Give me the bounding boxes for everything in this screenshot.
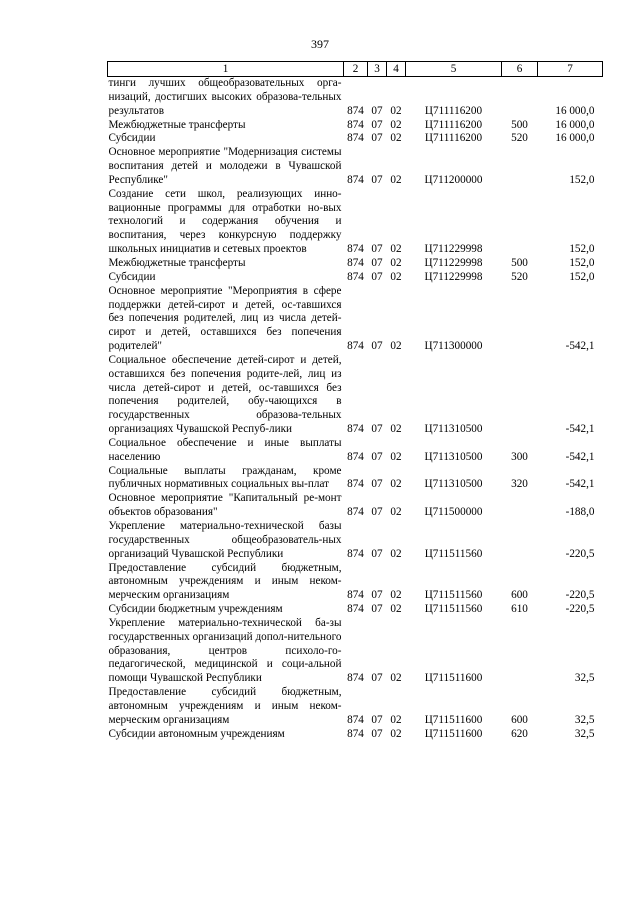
row-target-article: Ц711511600 [424,672,483,685]
table-row [108,617,603,686]
row-subsection-code: 02 [390,589,402,602]
row-ministry-code: 874 [347,173,364,186]
row-subsection-code: 02 [390,270,402,283]
header-col-2: 2 [344,62,368,77]
row-description: Социальное обеспечение и иные выплаты населению [108,436,342,463]
row-amount: 152,0 [569,256,595,269]
table-row [108,354,603,437]
row-subsection-code: 02 [390,713,402,726]
row-amount: -220,5 [565,589,595,602]
row-target-article: Ц711229998 [424,270,483,283]
row-expense-type: 620 [511,727,528,740]
row-expense-type [502,492,538,520]
row-amount: 16 000,0 [555,132,595,145]
row-section-code: 07 [371,450,383,463]
row-target-article: Ц711511560 [424,603,483,616]
row-ministry-code: 874 [347,506,364,519]
table-row [108,271,603,285]
row-description: Социальные выплаты гражданам, кроме публичных нормативных социальных вы-плат [108,464,342,491]
page-number: 397 [311,37,329,51]
row-description: Основное мероприятие "Капитальный ре-монт объектов образования" [108,492,342,519]
table-row [108,562,603,604]
row-target-article: Ц711310500 [424,450,483,463]
row-subsection-code: 02 [390,672,402,685]
row-expense-type [502,146,538,188]
row-expense-type: 610 [511,603,528,616]
row-subsection-code: 02 [390,506,402,519]
row-description: Укрепление материально-технической ба-зы государственных организаций допол-нительного образования, центров психоло-го-педагогической, медицинской и соци-альной помощи Чувашской Республики [108,616,342,685]
row-target-article: Ц711116200 [424,118,483,131]
row-section-code: 07 [371,713,383,726]
row-expense-type: 500 [511,118,528,131]
row-ministry-code: 874 [347,256,364,269]
row-section-code: 07 [371,672,383,685]
row-section-code: 07 [371,243,383,256]
table-row [108,188,603,257]
row-description: Межбюджетные трансферты [108,256,246,269]
row-ministry-code: 874 [347,243,364,256]
row-ministry-code: 874 [347,713,364,726]
table-row [108,686,603,728]
row-amount: -542,1 [565,340,595,353]
row-section-code: 07 [371,270,383,283]
row-expense-type: 520 [511,270,528,283]
row-description: Укрепление материально-технической базы государственных общеобразователь-ных организаций Чувашской Республики [108,520,342,560]
row-ministry-code: 874 [347,450,364,463]
row-expense-type [502,188,538,257]
row-target-article: Ц711511560 [424,589,483,602]
table-row [108,257,603,271]
header-col-3: 3 [368,62,387,77]
row-subsection-code: 02 [390,173,402,186]
row-description: Социальное обеспечение детей-сирот и детей, оставшихся без попечения родите-лей, лиц из числа детей-сирот и детей, ос-тавшихся без попечения родителей, обу-чающихся в государственных образова-тельных организациях Чувашской Респуб-лики [108,353,342,436]
header-col-4: 4 [387,62,406,77]
row-subsection-code: 02 [390,450,402,463]
row-subsection-code: 02 [390,340,402,353]
row-subsection-code: 02 [390,423,402,436]
row-amount: 16 000,0 [555,118,595,131]
row-amount: 32,5 [574,713,595,726]
row-subsection-code: 02 [390,547,402,560]
row-description: Субсидии [108,270,156,283]
row-description: Предоставление субсидий бюджетным, автономным учреждениям и иным неком-мерческим организациям [108,561,342,602]
row-amount: -542,1 [565,423,595,436]
row-target-article: Ц711116200 [424,132,483,145]
row-target-article: Ц711116200 [424,104,483,117]
row-ministry-code: 874 [347,270,364,283]
row-section-code: 07 [371,256,383,269]
row-subsection-code: 02 [390,132,402,145]
header-col-1: 1 [108,62,344,77]
row-ministry-code: 874 [347,547,364,560]
header-col-6: 6 [502,62,538,77]
row-amount: 152,0 [569,243,595,256]
header-col-7: 7 [538,62,603,77]
row-section-code: 07 [371,132,383,145]
row-amount: -220,5 [565,603,595,616]
row-target-article: Ц711229998 [424,243,483,256]
row-target-article: Ц711511600 [424,713,483,726]
row-target-article: Ц711310500 [424,423,483,436]
row-ministry-code: 874 [347,104,364,117]
row-subsection-code: 02 [390,478,402,491]
row-amount: -188,0 [565,506,595,519]
row-subsection-code: 02 [390,727,402,740]
row-expense-type: 600 [511,713,528,726]
row-description: Основное мероприятие "Мероприятия в сфере поддержки детей-сирот и детей, ос-тавшихся без попечения родителей, лиц из числа детей-сирот и детей, оставшихся без попечения родителей" [108,284,342,353]
row-ministry-code: 874 [347,132,364,145]
header-col-5: 5 [406,62,502,77]
row-section-code: 07 [371,547,383,560]
table-body [108,77,603,742]
row-description: Предоставление субсидий бюджетным, автономным учреждениям и иным неком-мерческим организациям [108,686,342,726]
row-description: Субсидии автономным учреждениям [108,727,285,740]
row-ministry-code: 874 [347,672,364,685]
row-amount: -220,5 [565,547,595,560]
row-ministry-code: 874 [347,478,364,491]
row-description: тинги лучших общеобразовательных орга-низаций, достигших высоких образова-тельных результатов [108,77,342,117]
row-description: Межбюджетные трансферты [108,118,246,131]
table-row [108,465,603,493]
row-section-code: 07 [371,423,383,436]
header-row [108,62,603,77]
row-target-article: Ц711229998 [424,256,483,269]
row-expense-type [502,354,538,437]
row-amount: 152,0 [569,173,595,186]
table-row [108,132,603,146]
row-amount: -542,1 [565,450,595,463]
table-row [108,520,603,562]
row-target-article: Ц711500000 [424,506,483,519]
row-subsection-code: 02 [390,243,402,256]
row-section-code: 07 [371,589,383,602]
row-description: Основное мероприятие "Модернизация системы воспитания детей и молодежи в Чувашской Республике" [108,146,342,186]
row-description: Субсидии [108,132,156,145]
table-row [108,492,603,520]
row-expense-type: 500 [511,256,528,269]
row-ministry-code: 874 [347,603,364,616]
row-subsection-code: 02 [390,118,402,131]
row-ministry-code: 874 [347,340,364,353]
table-row [108,285,603,354]
row-section-code: 07 [371,118,383,131]
row-subsection-code: 02 [390,603,402,616]
row-section-code: 07 [371,478,383,491]
row-target-article: Ц711310500 [424,478,483,491]
row-expense-type: 600 [511,589,528,602]
row-ministry-code: 874 [347,589,364,602]
row-section-code: 07 [371,104,383,117]
row-expense-type [502,617,538,686]
row-target-article: Ц711200000 [424,173,483,186]
row-expense-type [502,285,538,354]
row-subsection-code: 02 [390,104,402,117]
row-section-code: 07 [371,603,383,616]
row-section-code: 07 [371,340,383,353]
row-description: Субсидии бюджетным учреждениям [108,603,283,616]
row-amount: 32,5 [574,727,595,740]
table-row [108,728,603,742]
row-section-code: 07 [371,727,383,740]
row-section-code: 07 [371,506,383,519]
table-row [108,77,603,119]
row-amount: 152,0 [569,270,595,283]
row-amount: -542,1 [565,478,595,491]
row-target-article: Ц711511560 [424,547,483,560]
row-ministry-code: 874 [347,118,364,131]
row-subsection-code: 02 [390,256,402,269]
row-target-article: Ц711300000 [424,340,483,353]
row-amount: 16 000,0 [555,104,595,117]
row-description: Создание сети школ, реализующих инно-вационные программы для отработки но-вых технологий и содержания обучения и воспитания, через конкурсную поддержку школьных инициатив и сетевых проектов [108,187,342,256]
row-expense-type [502,77,538,119]
table-row [108,603,603,617]
table-row [108,146,603,188]
row-expense-type: 320 [511,478,528,491]
row-ministry-code: 874 [347,727,364,740]
table-header [108,62,603,77]
row-expense-type: 520 [511,132,528,145]
row-section-code: 07 [371,173,383,186]
row-expense-type [502,520,538,562]
row-expense-type: 300 [511,450,528,463]
row-target-article: Ц711511600 [424,727,483,740]
table-row [108,119,603,133]
budget-table [107,61,603,742]
table-row [108,437,603,465]
row-ministry-code: 874 [347,423,364,436]
row-amount: 32,5 [574,672,595,685]
